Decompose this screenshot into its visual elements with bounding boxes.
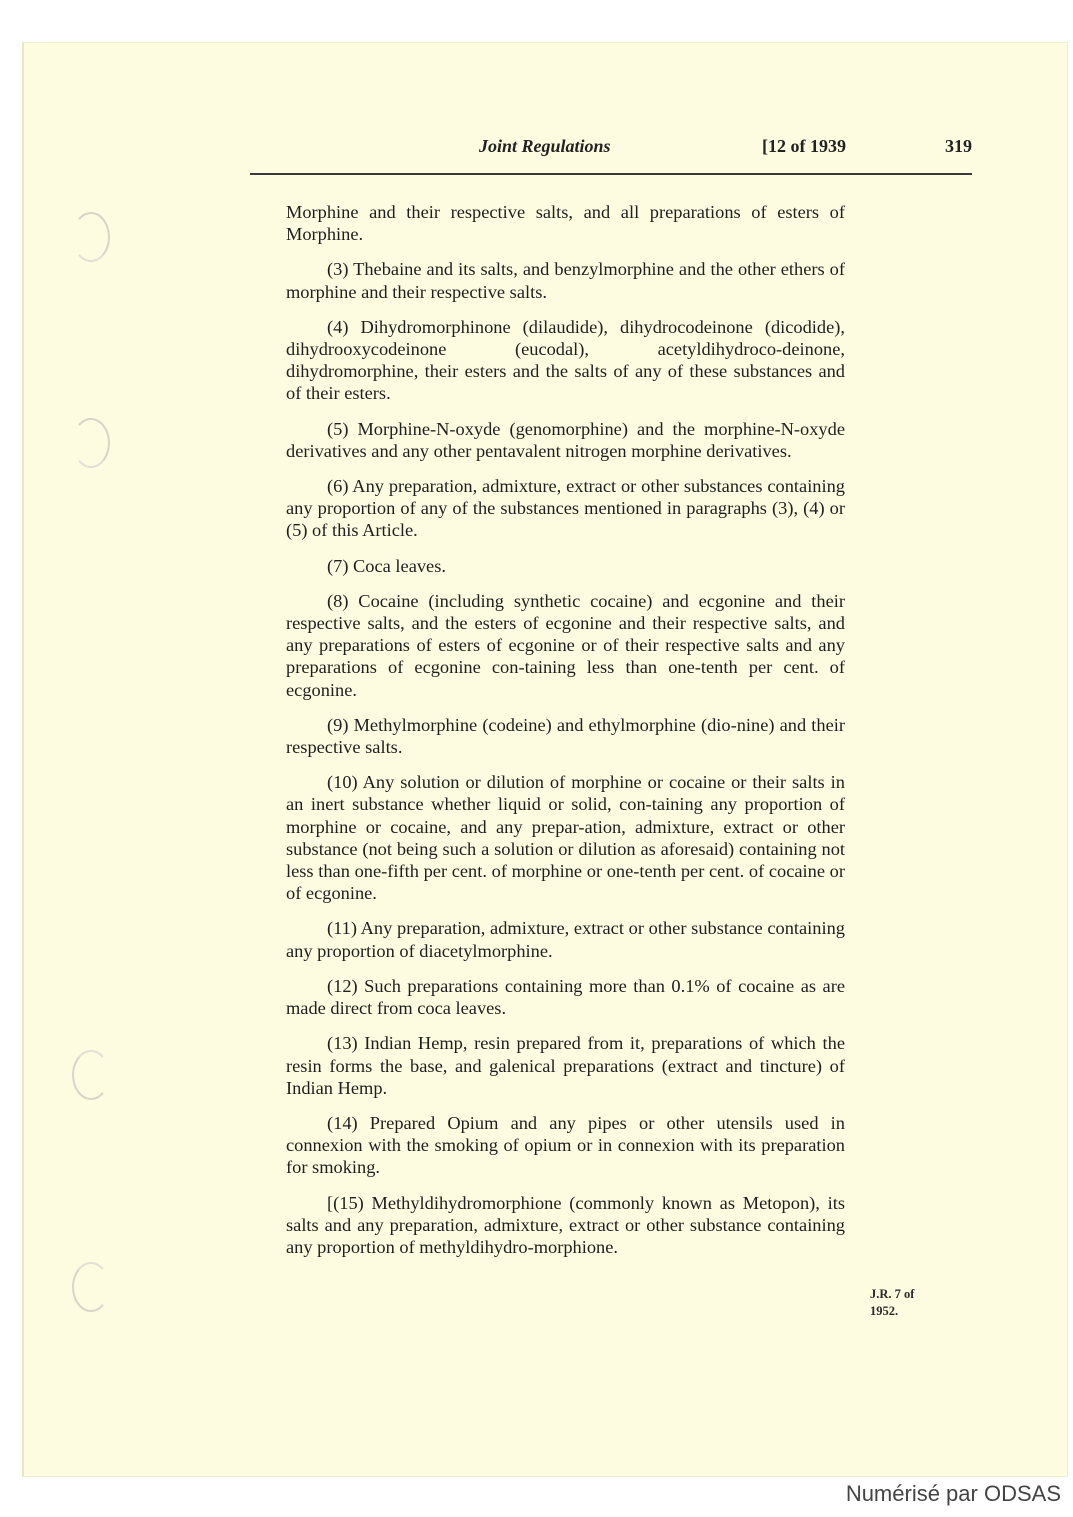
paragraph: (9) Methylmorphine (codeine) and ethylmorphine (dio-nine) and their respective salts. [286, 714, 845, 758]
paragraph: Morphine and their respective salts, and all preparations of esters of Morphine. [286, 202, 845, 245]
paragraph: (13) Indian Hemp, resin prepared from it, preparations of which the resin forms the base, and galenical preparations (extract and tincture) of Indian Hemp. [286, 1033, 845, 1098]
paragraph: (7) Coca leaves. [327, 555, 446, 576]
punch-hole-icon [72, 1262, 110, 1312]
header-title: Joint Regulations [479, 136, 611, 156]
header-act-reference: [12 of 1939 [762, 136, 846, 156]
paragraph: (10) Any solution or dilution of morphine or cocaine or their salts in an inert substance whether liquid or solid, con-taining any proportion of morphine or cocaine, and any prepar-ation, admixture, extract or other substance (not being such a solution or dilution as aforesaid) containing not less than one-fifth per cent. of morphine or one-tenth per cent. of cocaine or of ecgonine. [286, 772, 845, 904]
running-header [250, 136, 972, 160]
paragraph: (5) Morphine-N-oxyde (genomorphine) and the morphine-N-oxyde derivatives and any other pentavalent nitrogen morphine derivatives. [286, 418, 845, 461]
punch-hole-icon [72, 1050, 110, 1100]
margin-note [870, 1286, 950, 1320]
paragraph: (14) Prepared Opium and any pipes or other utensils used in connexion with the smoking of opium or in connexion with its preparation for smoking. [286, 1112, 845, 1178]
body-text [286, 201, 845, 1271]
margin-note-line: J.R. 7 of [870, 1287, 915, 1301]
header-divider [250, 173, 972, 175]
punch-hole-icon [72, 418, 110, 468]
paragraph: (8) Cocaine (including synthetic cocaine) and ecgonine and their respective salts, and the esters of ecgonine and their respective salts, and any preparations of esters of ecgonine or of their respective salts and any preparations of ecgonine con-taining less than one-tenth per cent. of ecgonine. [286, 590, 845, 700]
digitizer-credit: Numérisé par ODSAS [845, 1481, 1061, 1506]
paragraph: [(15) Methyldihydromorphione (commonly known as Metopon), its salts and any preparation, admixture, extract or other substance containing any proportion of methyldihydro-morphione. [286, 1192, 845, 1257]
punch-hole-icon [72, 212, 110, 262]
paragraph: (4) Dihydromorphinone (dilaudide), dihydrocodeinone (dicodide), dihydrooxycodeinone (eucodal), acetyldihydroco-deinone, dihydromorphine, their esters and the salts of any of these substances and of their esters. [286, 316, 845, 404]
paragraph: (3) Thebaine and its salts, and benzylmorphine and the other ethers of morphine and their respective salts. [286, 259, 845, 302]
margin-note-line: 1952. [870, 1304, 899, 1318]
paragraph: (11) Any preparation, admixture, extract or other substance containing any proportion of diacetylmorphine. [286, 918, 845, 961]
page-number: 319 [945, 136, 972, 156]
paragraph: (12) Such preparations containing more than 0.1% of cocaine as are made direct from coca leaves. [286, 975, 845, 1019]
sheet-edge [22, 42, 24, 1477]
paragraph: (6) Any preparation, admixture, extract or other substances containing any proportion of any of the substances mentioned in paragraphs (3), (4) or (5) of this Article. [286, 476, 845, 541]
